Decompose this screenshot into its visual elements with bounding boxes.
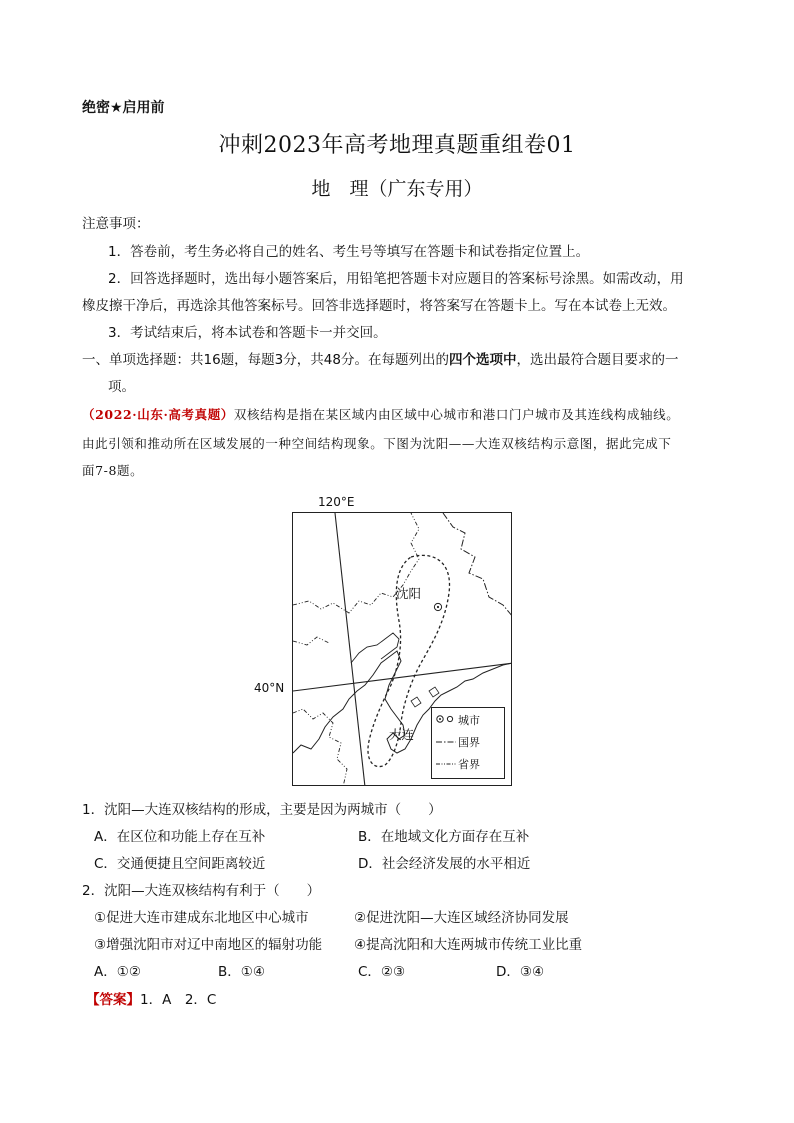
note-item-2: 2．回答选择题时，选出每小题答案后，用铅笔把答题卡对应题目的答案标号涂黑。如需改动，用 — [108, 271, 684, 287]
question-2-statement-2: ②促进沈阳—大连区域经济协同发展 — [354, 910, 569, 926]
passage-source: （2022·山东·高考真题） — [82, 407, 234, 422]
question-1-option-d: D．社会经济发展的水平相近 — [358, 856, 531, 872]
section-heading-cont: 项。 — [108, 379, 135, 395]
dalian-label: 大连 — [389, 727, 415, 742]
passage-line-1 — [82, 405, 679, 425]
legend-city — [436, 712, 480, 728]
passage-text-1: 双核结构是指在某区域内由区域中心城市和港口门户城市及其连线构成轴线。 — [233, 407, 680, 422]
provincial-border-west — [293, 709, 347, 786]
section-heading-suffix: ，选出最符合题目要求的一 — [516, 352, 679, 368]
answer-text: 1．A 2．C — [140, 992, 217, 1008]
national-border-icon — [436, 736, 458, 749]
question-2-option-d: D．③④ — [496, 964, 545, 980]
longitude-label: 120°E — [318, 495, 355, 509]
legend-city-label: 城市 — [458, 714, 480, 727]
legend-national-label: 国界 — [458, 736, 480, 749]
section-heading-bold: 四个选项中 — [448, 352, 517, 368]
notes-heading: 注意事项： — [82, 216, 150, 232]
shenyang-dalian-map — [292, 512, 512, 786]
section-heading — [82, 350, 678, 370]
passage-line-2: 由此引领和推动所在区域发展的一种空间结构现象。下图为沈阳——大连双核结构示意图，据此完成下 — [82, 436, 672, 451]
question-1-option-c: C．交通便捷且空间距离较近 — [94, 856, 266, 872]
question-2-stem: 2．沈阳—大连双核结构有利于（ ） — [82, 883, 321, 899]
subject-scope: （广东专用） — [368, 178, 483, 200]
note-item-1: 1．答卷前，考生务必将自己的姓名、考生号等填写在答题卡和试卷指定位置上。 — [108, 244, 590, 260]
section-heading-prefix: 一、单项选择题：共16题，每题3分，共48分。在每题列出的 — [82, 352, 449, 368]
island-2 — [429, 687, 439, 697]
city-symbol-icon — [436, 714, 458, 727]
legend-national — [436, 734, 480, 750]
question-2-statement-3: ③增强沈阳市对辽中南地区的辐射功能 — [94, 937, 323, 953]
exam-title: 冲刺2023年高考地理真题重组卷01 — [218, 133, 576, 158]
answer-line — [86, 990, 216, 1010]
confidential-label: 绝密★启用前 — [82, 100, 165, 116]
legend-provincial-label: 省界 — [458, 758, 480, 771]
passage-line-3: 面7-8题。 — [82, 463, 144, 478]
provincial-border-west-2 — [293, 637, 329, 645]
question-1-option-a: A．在区位和功能上存在互补 — [94, 829, 266, 845]
note-item-3: 3．考试结束后，将本试卷和答题卡一并交回。 — [108, 325, 387, 341]
question-2-option-b: B．①④ — [218, 964, 265, 980]
island-1 — [411, 697, 421, 707]
subject-name: 地 理 — [311, 178, 369, 200]
exam-subtitle — [0, 174, 794, 201]
question-2-option-a: A．①② — [94, 964, 141, 980]
national-border-line — [443, 513, 512, 617]
latitude-label: 40°N — [254, 681, 285, 695]
question-1-option-b: B．在地域文化方面存在互补 — [358, 829, 530, 845]
question-2-statement-1: ①促进大连市建成东北地区中心城市 — [94, 910, 309, 926]
legend-provincial — [436, 756, 480, 772]
question-1-stem: 1．沈阳—大连双核结构的形成，主要是因为两城市（ ） — [82, 802, 442, 818]
river-outline — [351, 633, 399, 663]
question-2-statement-4: ④提高沈阳和大连两城市传统工业比重 — [354, 937, 583, 953]
shenyang-label: 沈阳 — [396, 586, 422, 601]
parallel-40n — [293, 663, 512, 691]
meridian-120e — [335, 513, 365, 786]
note-item-2-cont: 橡皮擦干净后，再选涂其他答案标号。回答非选择题时，将答案写在答题卡上。写在本试卷上无效。 — [82, 298, 676, 314]
map-legend — [431, 707, 505, 779]
question-2-option-c: C．②③ — [358, 964, 406, 980]
answer-tag: 【答案】 — [86, 992, 140, 1008]
provincial-border-icon — [436, 758, 458, 771]
